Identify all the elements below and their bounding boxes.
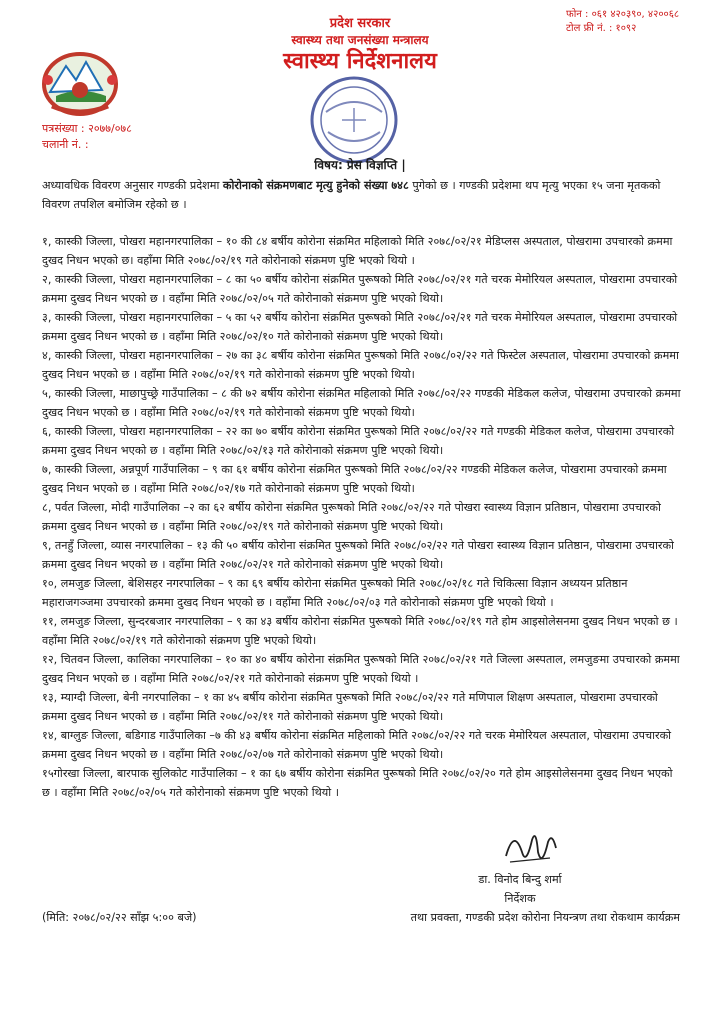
signer-role: तथा प्रवक्ता, गण्डकी प्रदेश कोरोना नियन्त्रण तथा रोकथाम कार्यक्रम: [410, 911, 680, 924]
list-item: ५, कास्की जिल्ला, माछापुच्छ्रे गाउँपालिका – ८ की ७२ बर्षीय कोरोना संक्रमित महिलाको मिति २०७८/०२/२२ गण्डकी मेडिकल कलेज, पोखरामा उपचारको क्रममा दुखद निधन भएको छ । वहाँमा मिति २०७८/०२/१९ गते कोरोनाको संक्रमण पुष्टि भएको थियो।: [42, 387, 681, 419]
dispatch-number: चलानी नं. :: [42, 138, 89, 151]
list-item: ४, कास्की जिल्ला, पोखरा महानगरपालिका – २७ का ३८ बर्षीय कोरोना संक्रमित पुरूषको मिति २०७८/०२/२२ गते फिस्टेल अस्पताल, पोखरामा उपचारको क्रममा दुखद निधन भएको छ । वहाँमा मिति २०७८/०२/१९ गते कोरोनाको संक्रमण पुष्टि भएको थियो।: [42, 349, 679, 381]
list-item: १२, चितवन जिल्ला, कालिका नगरपालिका – १० का ४० बर्षीय कोरोना संक्रमित पुरूषको मिति २०७८/०२/२१ गते जिल्ला अस्पताल, लमजुङमा उपचारको क्रममा दुखद निधन भएको छ । वहाँमा मिति २०७८/०२/२१ गते कोरोनाको संक्रमण पुष्टि भएको थियो ।: [42, 653, 680, 685]
intro-text-end: पुगेको छ । गण्डकी प्रदेशमा थप मृत्यु भएका १५ जना मृतकको विवरण तपशिल बमोजिम रहेको छ ।: [42, 179, 661, 211]
subject-line: विषय: प्रेस विज्ञप्ति |: [314, 158, 406, 172]
signature-icon: [500, 822, 560, 872]
list-item: ३, कास्की जिल्ला, पोखरा महानगरपालिका – ५ का ५२ बर्षीय कोरोना संक्रमित पुरूषको मिति २०७८/०२/२१ गते चरक मेमोरियल अस्पताल, पोखरामा उपचारको क्रममा दुखद निधन भएको छ । वहाँमा मिति २०७८/०२/१० गते कोरोनाको संक्रमण पुष्टि भएको थियो।: [42, 311, 678, 343]
list-item: २, कास्की जिल्ला, पोखरा महानगरपालिका – ८ का ५० बर्षीय कोरोना संक्रमित पुरूषको मिति २०७८/०२/२१ गते चरक मेमोरियल अस्पताल, पोखरामा उपचारको क्रममा दुखद निधन भएको छ । वहाँमा मिति २०७८/०२/०५ गते कोरोनाको संक्रमण पुष्टि भएको थियो।: [42, 273, 678, 305]
list-item: ११, लमजुङ जिल्ला, सुन्दरबजार नगरपालिका – ९ का ४३ बर्षीय कोरोना संक्रमित पुरूषको मिति २०७८/०२/१९ गते होम आइसोलेसनमा दुखद निधन भएको छ । वहाँमा मिति २०७८/०२/१९ गते कोरोनाको संक्रमण पुष्टि भएको थियो।: [42, 615, 678, 647]
nepal-emblem-icon: [36, 40, 124, 120]
signer-name: डा. विनोद बिन्दु शर्मा: [478, 873, 562, 886]
list-item: ६, कास्की जिल्ला, पोखरा महानगरपालिका – २२ का ७० बर्षीय कोरोना संक्रमित पुरूषको मिति २०७८/०२/२२ गते गण्डकी मेडिकल कलेज, पोखरामा उपचारको क्रममा दुखद निधन भएको छ । वहाँमा मिति २०७८/०२/१३ गते कोरोनाको संक्रमण पुष्टि भएको थियो।: [42, 425, 675, 457]
government-name: प्रदेश सरकार: [329, 16, 391, 31]
deceased-list: [42, 232, 682, 802]
phone-number: फोन : ०६१ ४२०३९०, ४२००६८: [566, 9, 680, 20]
intro-paragraph: [42, 176, 682, 214]
list-item: ७, कास्की जिल्ला, अन्नपूर्ण गाउँपालिका – ९ का ६१ बर्षीय कोरोना संक्रमित पुरूषको मिति २०७८/०२/२२ गण्डकी मेडिकल कलेज, पोखरामा उपचारको क्रममा दुखद निधन भएको छ । वहाँमा मिति २०७८/०२/१७ गते कोरोनाको संक्रमण पुष्टि भएको थियो।: [42, 463, 667, 495]
letter-number: पत्रसंख्या : २०७७/०७८: [42, 122, 132, 135]
directorate-name: स्वास्थ्य निर्देशनालय: [283, 49, 437, 74]
press-release-body: [42, 176, 682, 802]
letterhead: [240, 16, 480, 76]
list-item: १४, बाग्लुङ जिल्ला, बडिगाड गाउँपालिका –७ की ४३ बर्षीय कोरोना संक्रमित महिलाको मिति २०७८/०२/२२ गते चरक मेमोरियल अस्पताल, पोखरामा उपचारको क्रममा दुखद निधन भएको छ । वहाँमा मिति २०७८/०२/०७ गते कोरोनाको संक्रमण पुष्टि भएको थियो।: [42, 729, 672, 761]
death-count-highlight: कोरोनाको संक्रमणबाट मृत्यु हुनेको संख्या ७४८: [222, 179, 409, 192]
signer-block: [420, 870, 620, 908]
list-item: १०, लमजुङ जिल्ला, बेशिसहर नगरपालिका – ९ का ६९ बर्षीय कोरोना संक्रमित पुरूषको मिति २०७८/०२/१८ गते चिकित्सा विज्ञान अध्ययन प्रतिष्ठान महाराजगञ्जमा उपचारको क्रममा दुखद निधन भएको छ । वहाँमा मिति २०७८/०२/०३ गते कोरोनाको संक्रमण पुष्टि भएको थियो ।: [42, 577, 628, 609]
issue-date: (मिति: २०७८/०२/२२ साँझ ५:०० बजे): [42, 911, 197, 924]
intro-text-start: अध्यावधिक विवरण अनुसार गण्डकी प्रदेशमा: [42, 179, 223, 192]
signer-title: निर्देशक: [504, 892, 536, 905]
contact-info: [566, 8, 679, 36]
list-item: १३, म्याग्दी जिल्ला, बेनी नगरपालिका – १ का ४५ बर्षीय कोरोना संक्रमित पुरूषको मिति २०७८/०२/२२ गते मणिपाल शिक्षण अस्पताल, पोखरामा उपचारको क्रममा दुखद निधन भएको छ । वहाँमा मिति २०७८/०२/११ गते कोरोनाको संक्रमण पुष्टि भएको थियो।: [42, 691, 658, 723]
toll-free-number: टोल फ्री नं. : १०९२: [566, 23, 637, 34]
official-stamp: [306, 72, 402, 168]
list-item: १, कास्की जिल्ला, पोखरा महानगरपालिका – १० की ८४ बर्षीय कोरोना संक्रमित महिलाको मिति २०७८/०२/२१ मेडिप्लस अस्पताल, पोखरामा उपचारको क्रममा दुखद निधन भएको छ। वहाँमा मिति २०७८/०२/१९ गते कोरोनाको संक्रमण पुष्टि भएको थियो ।: [42, 235, 673, 267]
ministry-name: स्वास्थ्य तथा जनसंख्या मन्त्रालय: [291, 33, 429, 47]
list-item: ९, तनहुँ जिल्ला, व्यास नगरपालिका – १३ की ५० बर्षीय कोरोना संक्रमित पुरूषको मिति २०७८/०२/२२ गते पोखरा स्वास्थ्य विज्ञान प्रतिष्ठान, पोखरामा उपचारको क्रममा दुखद निधन भएको छ । वहाँमा मिति २०७८/०२/२१ गते कोरोनाको संक्रमण पुष्टि भएको थियो।: [42, 539, 674, 571]
list-item: १५गोरखा जिल्ला, बारपाक सुलिकोट गाउँपालिका – १ का ६७ बर्षीय कोरोना संक्रमित पुरूषको मिति २०७८/०२/२० गते होम आइसोलेसनमा दुखद निधन भएको छ । वहाँमा मिति २०७८/०२/०५ गते कोरोनाको संक्रमण पुष्टि भएको थियो ।: [42, 767, 673, 799]
list-item: ८, पर्वत जिल्ला, मोदी गाउँपालिका –२ का ६२ बर्षीय कोरोना संक्रमित पुरूषको मिति २०७८/०२/२२ गते पोखरा स्वास्थ्य विज्ञान प्रतिष्ठान, पोखरामा उपचारको क्रममा दुखद निधन भएको छ । वहाँमा मिति २०७८/०२/१९ गते कोरोनाको संक्रमण पुष्टि भएको थियो।: [42, 501, 661, 533]
